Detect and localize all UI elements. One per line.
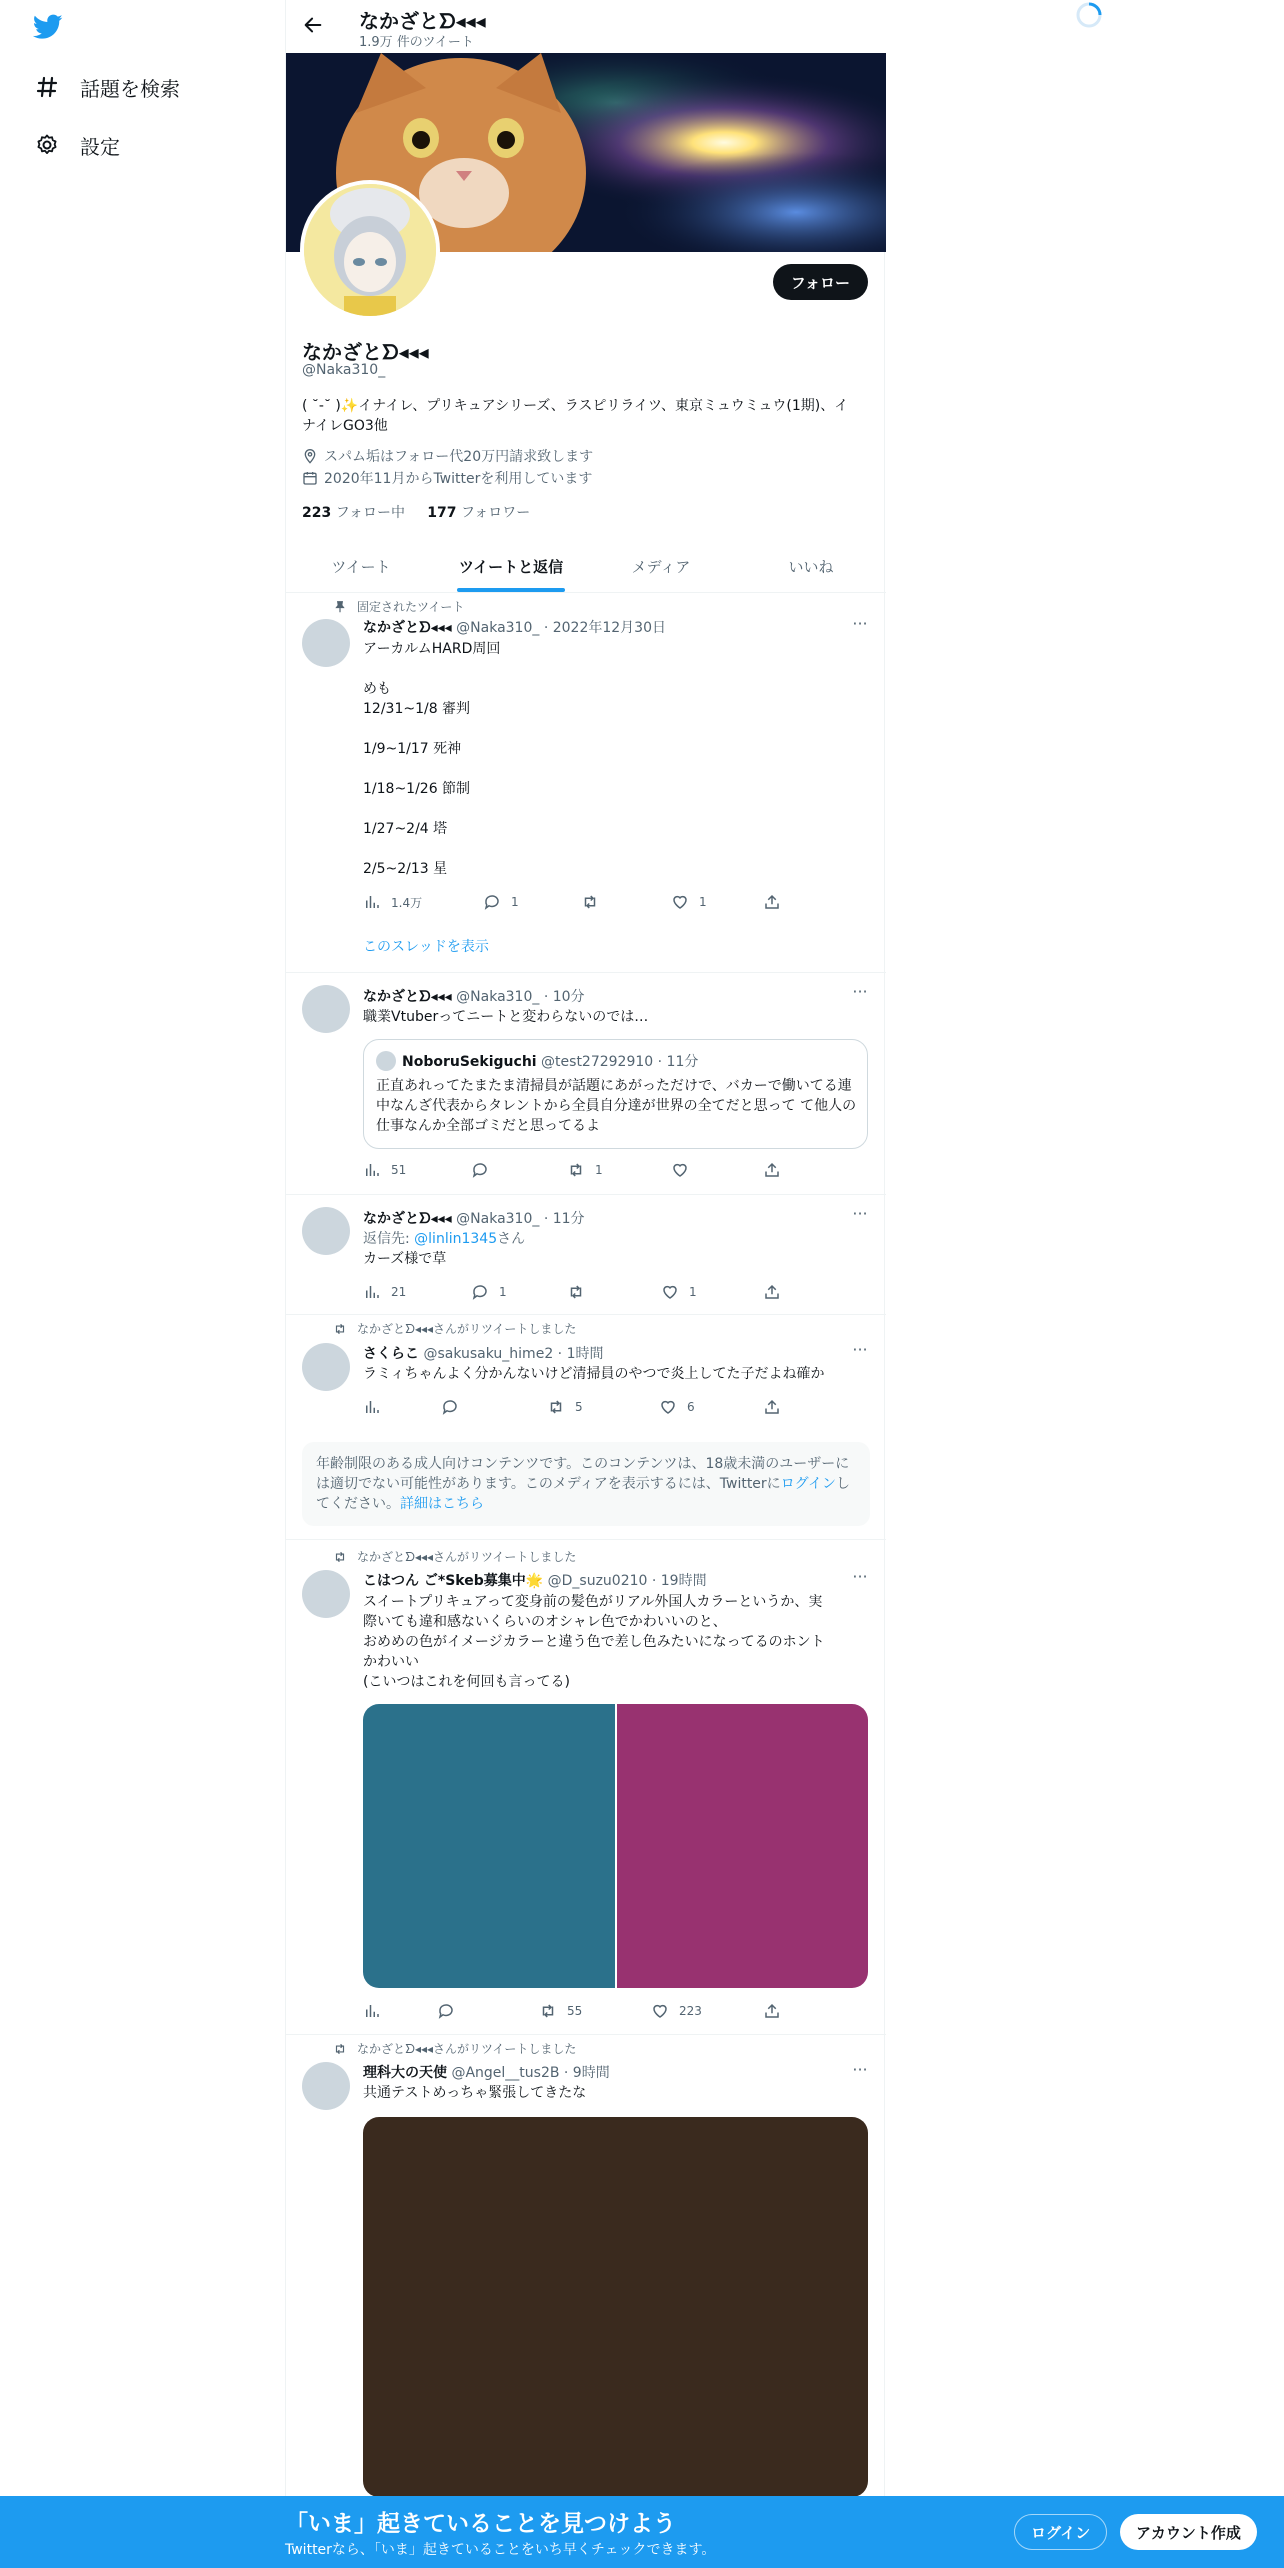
author-name[interactable]: こはつん ご*Skeb募集中🌟	[363, 1573, 544, 1589]
pin-icon	[333, 600, 347, 614]
tweet-text	[363, 639, 873, 879]
avatar[interactable]	[302, 985, 350, 1033]
retweet-count: 1	[595, 1163, 603, 1177]
share-icon	[763, 1161, 781, 1179]
tweet-actions	[363, 893, 783, 913]
retweet-icon	[539, 2002, 557, 2020]
views-icon	[363, 893, 381, 911]
media-grid	[363, 1704, 868, 1988]
text-line: かわいい	[363, 1654, 419, 1670]
more-options-icon[interactable]: ···	[852, 1204, 868, 1223]
views-action[interactable]	[363, 1161, 406, 1179]
text-line	[363, 719, 873, 739]
views-count: 51	[391, 1163, 407, 1177]
media-image[interactable]	[363, 1704, 615, 1988]
more-options-icon[interactable]: ···	[852, 1567, 868, 1586]
nav-explore[interactable]	[34, 64, 180, 110]
retweet-icon	[567, 1161, 585, 1179]
tweet[interactable]	[286, 973, 886, 1195]
signup-button[interactable]: アカウント作成	[1120, 2514, 1257, 2550]
quote-avatar	[376, 1051, 396, 1071]
author-meta[interactable]: @Naka310_ · 2022年12月30日	[456, 620, 666, 636]
text-line: スイートプリキュアって変身前の髪色がリアル外国人カラーというか、実	[363, 1594, 823, 1610]
avatar[interactable]	[302, 1207, 350, 1255]
author-meta[interactable]: @D_suzu0210 · 19時間	[547, 1573, 707, 1589]
heart-icon	[671, 1161, 689, 1179]
tweet-retweeted[interactable]	[286, 1315, 886, 1540]
pinned-label: 固定されたツイート	[357, 600, 465, 614]
author-name[interactable]: なかざとᗤ◂◂◂	[363, 620, 452, 636]
tweet-text: ラミィちゃんよく分かんないけど清掃員のやつで炎上してた子だよね確か	[363, 1366, 825, 1382]
views-count: 1.4万	[391, 895, 423, 910]
share-action[interactable]	[763, 1398, 791, 1416]
tab-media[interactable]: メディア	[631, 557, 691, 576]
text-line: (こいつはこれを何回も言ってる)	[363, 1674, 570, 1690]
text-line: 1/18~1/26 節制	[363, 781, 471, 797]
tweet-reply[interactable]	[286, 1195, 886, 1315]
like-action[interactable]	[671, 893, 707, 911]
calendar-icon	[302, 470, 318, 486]
share-action[interactable]	[763, 2002, 791, 2020]
nav-settings-label: 設定	[80, 134, 120, 159]
like-action[interactable]	[671, 1161, 699, 1179]
retweet-action[interactable]	[547, 1398, 583, 1416]
profile-bio: ( ˘-˘ )✨イナイレ、プリキュアシリーズ、ラスピリライツ、東京ミュウミュウ(1期)、イナイレGO3他	[302, 398, 849, 434]
share-action[interactable]	[763, 893, 791, 911]
location-pin-icon	[302, 448, 318, 464]
tweet-author-row	[363, 1570, 707, 1590]
text-line	[363, 799, 873, 819]
views-icon	[363, 2002, 381, 2020]
share-icon	[763, 2002, 781, 2020]
tweet-author-row	[363, 986, 585, 1006]
quote-text: 正直あれってたまたま清掃員が話題にあがっただけで、バカーで働いてる連中なんざ代表からタレントから全員自分達が世界の全てだと思って て他人の仕事なんか全部ゴミだと思ってるよ	[376, 1078, 857, 1134]
retweet-icon	[567, 1283, 585, 1301]
views-action[interactable]	[363, 1283, 406, 1301]
loading-spinner-icon	[1074, 0, 1104, 30]
media-image[interactable]	[617, 1704, 869, 1988]
views-action[interactable]	[363, 1398, 391, 1416]
text-line: アーカルムHARD周回	[363, 641, 501, 657]
author-name[interactable]: さくらこ	[363, 1346, 419, 1362]
text-line: 12/31~1/8 審判	[363, 701, 471, 717]
joined-text: 2020年11月からTwitterを利用しています	[324, 471, 593, 487]
retweet-indicator	[333, 2040, 576, 2057]
tweet-actions	[363, 1398, 783, 1418]
avatar[interactable]	[302, 2062, 350, 2110]
profile-location	[302, 446, 593, 466]
share-icon	[763, 1283, 781, 1301]
reply-icon	[471, 1161, 489, 1179]
reply-count: 1	[499, 1285, 507, 1299]
retweet-icon	[581, 893, 599, 911]
reply-action[interactable]	[437, 2002, 465, 2020]
reply-action[interactable]	[471, 1283, 507, 1301]
text-line: 際いても違和感ないくらいのオシャレ色でかわいいのと、	[363, 1614, 727, 1630]
share-icon	[763, 893, 781, 911]
gear-icon	[34, 132, 60, 158]
retweet-icon	[547, 1398, 565, 1416]
tweet-retweeted[interactable]	[286, 1540, 886, 2035]
quote-author-name: NoboruSekiguchi	[402, 1054, 537, 1070]
tweet-text: 共通テストめっちゃ緊張してきたな	[363, 2085, 587, 2101]
retweet-small-icon	[333, 1322, 347, 1336]
followers-link[interactable]	[427, 505, 530, 521]
retweet-indicator	[333, 1548, 576, 1565]
reply-action[interactable]	[471, 1161, 499, 1179]
header-tweet-count: 1.9万 件のツイート	[359, 35, 474, 50]
nav-explore-label: 話題を検索	[80, 76, 180, 101]
follow-button[interactable]: フォロー	[773, 264, 868, 300]
more-options-icon[interactable]: ···	[852, 982, 868, 1001]
reply-action[interactable]	[483, 893, 519, 911]
views-icon	[363, 1161, 381, 1179]
notice-login-link[interactable]: ログイン	[780, 1476, 836, 1492]
share-action[interactable]	[763, 1283, 791, 1301]
heart-icon	[671, 893, 689, 911]
tweet-actions	[363, 1283, 783, 1303]
like-action[interactable]	[661, 1283, 697, 1301]
back-arrow-icon[interactable]	[302, 14, 328, 40]
location-text: スパム垢はフォロー代20万円請求致します	[324, 449, 594, 465]
retweet-label: なかざとᗤ◂◂◂さんがリツイートしました	[357, 1550, 577, 1564]
hashtag-icon	[34, 74, 60, 100]
following-link[interactable]	[302, 505, 405, 521]
retweet-indicator	[333, 1320, 576, 1337]
tab-likes[interactable]: いいね	[788, 557, 834, 576]
quote-author-meta: @test27292910 · 11分	[541, 1054, 699, 1070]
followers-label: フォロワー	[460, 505, 531, 521]
media-image[interactable]	[363, 2117, 868, 2497]
retweet-action[interactable]	[567, 1161, 603, 1179]
retweet-small-icon	[333, 2042, 347, 2056]
share-icon	[763, 1398, 781, 1416]
tweet-author-row	[363, 2062, 610, 2082]
pinned-indicator	[333, 598, 464, 615]
author-meta[interactable]: @Naka310_ · 10分	[456, 989, 585, 1005]
retweet-action[interactable]	[539, 2002, 582, 2020]
like-count: 1	[699, 895, 707, 909]
author-meta[interactable]: @sakusaku_hime2 · 1時間	[423, 1346, 604, 1362]
text-line	[363, 759, 873, 779]
notice-text-a: 年齢制限のある成人向けコンテンツです。このコンテンツは、18歳未満のユーザーには適切でない可能性があります。このメディアを表示するには、Twitterに	[316, 1456, 850, 1492]
heart-icon	[651, 2002, 669, 2020]
tweet-pinned[interactable]	[286, 593, 886, 973]
text-line: 1/27~2/4 塔	[363, 821, 448, 837]
tweet-text	[363, 1592, 873, 1692]
author-meta[interactable]: @Angel__tus2B · 9時間	[451, 2065, 610, 2081]
main-column	[285, 0, 885, 2568]
tweet-author-row	[363, 617, 666, 637]
share-action[interactable]	[763, 1161, 791, 1179]
reply-count: 1	[511, 895, 519, 909]
like-count: 6	[687, 1400, 695, 1414]
reply-icon	[471, 1283, 489, 1301]
retweet-label: なかざとᗤ◂◂◂さんがリツイートしました	[357, 2042, 577, 2056]
views-count: 21	[391, 1285, 407, 1299]
views-action[interactable]	[363, 893, 422, 911]
reply-icon	[437, 2002, 455, 2020]
text-line: おめめの色がイメージカラーと違う色で差し色みたいになってるのホント	[363, 1634, 825, 1650]
author-name[interactable]: なかざとᗤ◂◂◂	[363, 1211, 452, 1227]
header-name: なかざとᗤ◂◂◂	[359, 9, 486, 33]
reply-action[interactable]	[441, 1398, 469, 1416]
signup-banner	[0, 2496, 1284, 2568]
login-button[interactable]: ログイン	[1014, 2514, 1107, 2550]
show-thread-link[interactable]: このスレッドを表示	[363, 939, 489, 955]
views-icon	[363, 1283, 381, 1301]
signup-banner-subtitle: Twitterなら、「いま」起きていることをいち早くチェックできます。	[285, 2542, 716, 2558]
heart-icon	[659, 1398, 677, 1416]
like-count: 1	[689, 1285, 697, 1299]
retweet-count: 5	[575, 1400, 583, 1414]
tweet-actions	[363, 2002, 783, 2022]
tab-tweets-and-replies[interactable]: ツイートと返信	[436, 540, 586, 592]
profile-handle: @Naka310_	[302, 362, 386, 378]
like-action[interactable]	[651, 2002, 702, 2020]
left-nav	[0, 0, 285, 2568]
tweet-author-row	[363, 1343, 603, 1363]
heart-icon	[661, 1283, 679, 1301]
tweet-author-row	[363, 1208, 585, 1228]
following-label: フォロー中	[335, 505, 405, 521]
retweet-small-icon	[333, 1550, 347, 1564]
tweet-text: カーズ様で草	[363, 1251, 447, 1267]
text-line	[363, 659, 873, 679]
profile-name: なかざとᗤ◂◂◂	[302, 340, 429, 364]
profile-avatar[interactable]	[300, 180, 440, 320]
tab-tweets[interactable]: ツイート	[331, 557, 391, 576]
views-icon	[363, 1398, 381, 1416]
more-options-icon[interactable]: ···	[852, 1340, 868, 1359]
tweet-retweeted[interactable]	[286, 2035, 886, 2496]
notice-text-b: してください。	[316, 1476, 850, 1512]
tweet-text: 職業Vtuberってニートと変わらないのでは…	[363, 1009, 649, 1025]
reply-icon	[441, 1398, 459, 1416]
reply-icon	[483, 893, 501, 911]
profile-joined	[302, 468, 592, 488]
reply-to-handle[interactable]: @linlin1345	[414, 1231, 498, 1247]
following-count: 223	[302, 505, 332, 521]
more-options-icon[interactable]: ···	[852, 614, 868, 633]
quote-author-row	[402, 1051, 698, 1071]
like-action[interactable]	[659, 1398, 695, 1416]
signup-banner-title: 「いま」起きていることを見つけよう	[285, 2511, 676, 2537]
notice-learn-more-link[interactable]: 詳細はこちら	[400, 1496, 484, 1512]
like-count: 223	[679, 2004, 702, 2018]
avatar[interactable]	[302, 1570, 350, 1618]
profile-stats	[302, 502, 530, 522]
author-name[interactable]: なかざとᗤ◂◂◂	[363, 989, 452, 1005]
tweet-actions	[363, 1161, 783, 1181]
author-meta[interactable]: @Naka310_ · 11分	[456, 1211, 585, 1227]
quoted-tweet[interactable]	[363, 1039, 868, 1149]
profile-header-bar	[286, 0, 886, 53]
text-line: 2/5~2/13 星	[363, 861, 448, 877]
profile-tabs	[286, 540, 886, 593]
views-action[interactable]	[363, 2002, 391, 2020]
reply-to-line	[363, 1229, 873, 1249]
text-line: 1/9~1/17 死神	[363, 741, 462, 757]
sensitive-content-notice	[302, 1442, 870, 1526]
text-line: めも	[363, 681, 391, 697]
retweet-count: 55	[567, 2004, 583, 2018]
text-line	[363, 839, 873, 859]
nav-settings[interactable]	[34, 122, 120, 168]
followers-count: 177	[427, 505, 457, 521]
reply-prefix: 返信先:	[363, 1231, 415, 1247]
retweet-label: なかざとᗤ◂◂◂さんがリツイートしました	[357, 1322, 577, 1336]
retweet-action[interactable]	[567, 1283, 595, 1301]
avatar[interactable]	[302, 619, 350, 667]
twitter-logo-icon[interactable]	[33, 14, 63, 40]
reply-suffix: さん	[497, 1231, 526, 1247]
author-name[interactable]: 理科大の天使	[363, 2065, 447, 2081]
retweet-action[interactable]	[581, 893, 609, 911]
avatar[interactable]	[302, 1343, 350, 1391]
more-options-icon[interactable]: ···	[852, 2060, 868, 2079]
